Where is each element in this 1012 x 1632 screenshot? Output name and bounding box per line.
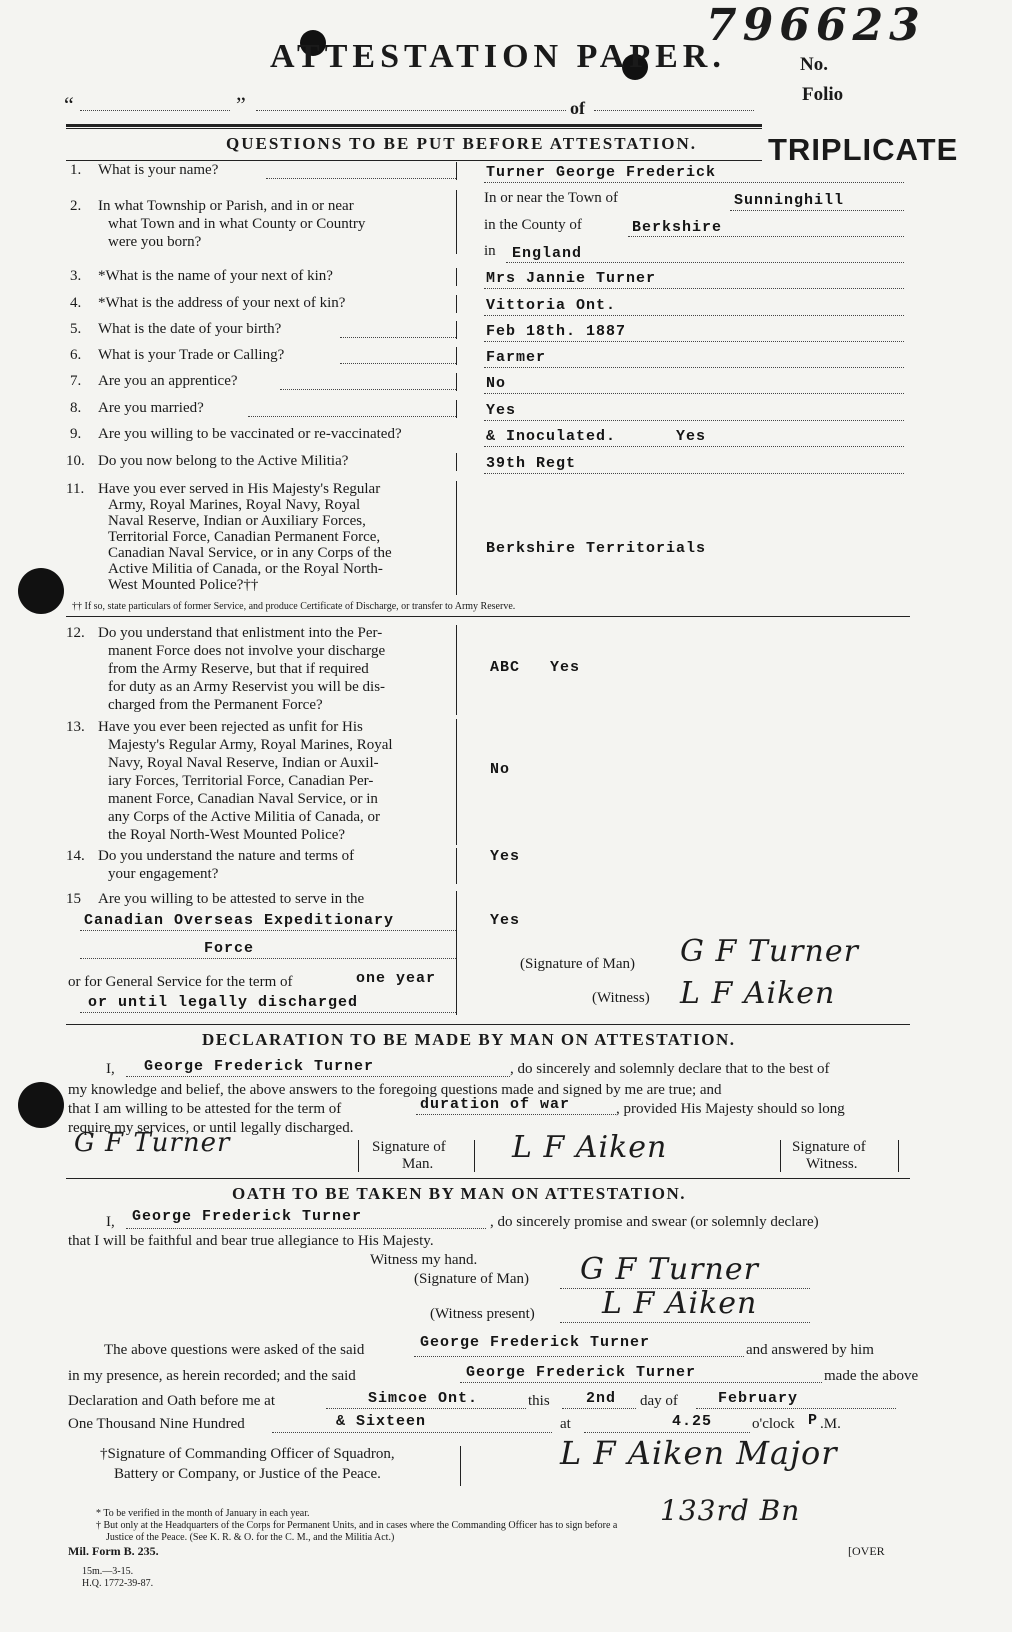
unit-field-line [256,110,566,111]
print-code-1: 15m.—3-15. [82,1566,134,1577]
q10-answer-line [484,473,904,474]
q9-text: Are you willing to be vaccinated or re-vaccinated? [98,426,402,442]
cert-m-label: .M. [820,1416,841,1432]
oath-heading: OATH TO BE TAKEN BY MAN ON ATTESTATION. [232,1184,686,1203]
q9-number: 9. [70,426,82,442]
oath-line-2: that I will be faithful and bear true allegiance to His Majesty. [68,1233,434,1249]
cert-line-3-head: Declaration and Oath before me at [68,1393,275,1409]
declaration-i-label: I, [106,1061,115,1077]
declaration-line-3-head: that I am willing to be attested for the term of [68,1101,342,1117]
q15-term-line-2: or until legally discharged [88,994,359,1011]
q11-number: 11. [66,481,85,497]
q4-answer-line [484,315,904,316]
declaration-sig-man-label-2: Man. [402,1156,434,1172]
q11-text-1: Have you ever served in His Majesty's Regular [98,481,381,497]
q15-term-rule [80,1012,456,1013]
no-label: No. [800,54,828,75]
q15-answer: Yes [490,912,521,929]
of-field-line [594,110,754,111]
page-title: ATTESTATION PAPER. [270,38,726,75]
q4-number: 4. [70,295,82,311]
q7-brace [450,373,457,391]
q14-text-2: your engagement? [108,866,219,882]
q3-answer-line [484,288,904,289]
serial-number: 796623 [706,0,926,51]
q8-leader [248,416,456,417]
q14-answer: Yes [490,848,521,865]
declaration-brace-witness-left [774,1140,781,1172]
oath-sig-man-label: (Signature of Man) [414,1271,529,1287]
q13-text-4: iary Forces, Territorial Force, Canadian Per- [108,773,374,789]
cert-year: & Sixteen [336,1413,427,1430]
q10-answer: 39th Regt [486,455,577,472]
q8-answer-line [484,420,904,421]
q1-answer: Turner George Frederick [486,164,717,181]
cert-time-line [584,1432,750,1433]
q2-number: 2. [70,198,82,214]
oath-witness-line [560,1322,810,1323]
q1-text: What is your name? [98,162,219,178]
declaration-line-3-tail: , provided His Majesty should so long [616,1101,845,1117]
cert-unit: 133rd Bn [660,1494,801,1527]
q6-brace [450,347,457,365]
q1-leader [266,178,456,179]
q3-answer: Mrs Jannie Turner [486,270,657,287]
q15-text: Are you willing to be attested to serve in the [98,891,365,907]
q6-text: What is your Trade or Calling? [98,347,285,363]
q15-witness-sig: L F Aiken [680,976,836,1011]
q8-number: 8. [70,400,82,416]
q2-town-prefix: In or near the Town of [484,190,619,206]
q13-text-3: Navy, Royal Naval Reserve, Indian or Auxil- [108,755,379,771]
cert-officer-sig: L F Aiken Major [560,1434,838,1472]
q2-town: Sunninghill [734,192,845,209]
of-label: of [570,98,585,118]
cert-line-4-head: One Thousand Nine Hundred [68,1416,245,1432]
q12-text-2: manent Force does not involve your discharge [108,643,386,659]
q3-number: 3. [70,268,82,284]
q12-text-3: from the Army Reserve, but that if required [108,661,369,677]
q15-term-prefix: or for General Service for the term of [68,974,293,990]
cert-name-2-line [460,1382,822,1383]
declaration-witness-sig: L F Aiken [512,1130,668,1165]
declaration-sig-witness-label-2: Witness. [806,1156,858,1172]
q13-brace [450,719,457,845]
q2-text-3: were you born? [108,234,202,250]
declaration-line-1: , do sincerely and solemnly declare that to the best of [510,1061,830,1077]
oath-witness-present-label: (Witness present) [430,1306,535,1322]
oath-witness-hand: Witness my hand. [370,1252,478,1268]
q13-text-7: the Royal North-West Mounted Police? [108,827,346,843]
q2-country-prefix: in [484,243,496,259]
cert-month: February [718,1390,799,1407]
q8-text: Are you married? [98,400,204,416]
q15-brace [450,891,457,1015]
q7-text: Are you an apprentice? [98,373,238,389]
cert-this-label: this [528,1393,550,1409]
cert-line-2-head: in my presence, as herein recorded; and the said [68,1368,356,1384]
oath-name: George Frederick Turner [132,1208,363,1225]
oath-line-1: , do sincerely promise and swear (or solemnly declare) [490,1214,819,1230]
q15-term-line-1: one year [356,970,437,987]
q2-country: England [512,245,583,262]
q3-text: *What is the name of your next of kin? [98,268,333,284]
q15-number: 15 [66,891,81,907]
oath-i-label: I, [106,1214,115,1230]
q8-answer: Yes [486,402,517,419]
q8-brace [450,400,457,418]
declaration-name-line [126,1076,510,1077]
declaration-sig-man-label-1: Signature of [372,1139,446,1155]
footer-note-2: † But only at the Headquarters of the Corps for Permanent Units, and in cases where the Commanding Officer has to sign before a [96,1520,618,1531]
q2-text-2: what Town and in what County or Country [108,216,366,232]
declaration-sig-man: G F Turner [74,1128,231,1158]
q12-text-5: charged from the Permanent Force? [108,697,323,713]
q12-number: 12. [66,625,85,641]
declaration-brace-witness-right [892,1140,899,1172]
q6-answer: Farmer [486,349,547,366]
q11-text-3: Naval Reserve, Indian or Auxiliary Forces, [108,513,366,529]
q4-answer: Vittoria Ont. [486,297,617,314]
q1-brace [450,162,457,180]
q11-text-6: Active Militia of Canada, or the Royal North- [108,561,383,577]
section-rule-15 [66,1024,910,1025]
q14-brace [450,848,457,884]
q2-county: Berkshire [632,219,723,236]
q6-leader [340,363,456,364]
q15-sig-man-label: (Signature of Man) [520,956,635,972]
q7-leader [280,389,456,390]
cert-line-1-head: The above questions were asked of the said [104,1342,365,1358]
q2-county-line [628,236,904,237]
regiment-field-line [80,110,230,111]
cert-day-line [562,1408,636,1409]
q7-answer: No [486,375,507,392]
q2-brace [450,190,457,254]
q2-county-prefix: in the County of [484,217,582,233]
declaration-brace-man-right [468,1140,475,1172]
q11-footnote: †† If so, state particulars of former Service, and produce Certificate of Discharge, or transfer to Army Reserve. [72,601,516,612]
q5-answer-line [484,341,904,342]
folio-label: Folio [802,84,844,105]
q5-text: What is the date of your birth? [98,321,282,337]
q15-force-line-2: Force [204,940,255,957]
punch-hole-upper [18,568,64,614]
cert-year-line [272,1432,552,1433]
triplicate-stamp: TRIPLICATE [768,132,959,167]
cert-name-1: George Frederick Turner [420,1334,651,1351]
questions-heading-rule [66,160,762,161]
q6-number: 6. [70,347,82,363]
oath-name-line [126,1228,486,1229]
q14-text-1: Do you understand the nature and terms of [98,848,355,864]
q13-text-5: manent Force, Canadian Naval Service, or in [108,791,378,807]
q15-sig-man: G F Turner [680,934,859,969]
q12-brace [450,625,457,715]
cert-sig-label-1: †Signature of Commanding Officer of Squadron, [100,1446,395,1462]
oath-witness-sig: L F Aiken [602,1286,758,1321]
cert-at-label: at [560,1416,571,1432]
q15-force-rule-2 [80,958,456,959]
cert-time: 4.25 [672,1413,713,1430]
q5-brace [450,321,457,339]
punch-hole-lower [18,1082,64,1128]
q5-answer: Feb 18th. 1887 [486,323,627,340]
q5-leader [340,337,456,338]
q4-text: *What is the address of your next of kin? [98,295,346,311]
cert-line-2-tail: made the above [824,1368,919,1384]
q13-text-2: Majesty's Regular Army, Royal Marines, Royal [108,737,393,753]
q11-text-7: West Mounted Police?†† [108,577,259,593]
q1-number: 1. [70,162,82,178]
q13-answer: No [490,761,511,778]
q11-answer: Berkshire Territorials [486,540,707,557]
q2-country-line [506,262,904,263]
q2-town-line [730,210,904,211]
cert-place-line [326,1408,526,1409]
q13-text-6: any Corps of the Active Militia of Canada, or [108,809,381,825]
declaration-line-4: require my services, or until legally discharged. [68,1120,354,1136]
cert-line-1-tail: and answered by him [746,1342,874,1358]
cert-name-1-line [414,1356,744,1357]
cert-name-2: George Frederick Turner [466,1364,697,1381]
over-label: [OVER [848,1544,885,1558]
declaration-sig-witness-label-1: Signature of [792,1139,866,1155]
cert-place: Simcoe Ont. [368,1390,479,1407]
oath-sig-man: G F Turner [580,1252,759,1287]
q3-brace [450,268,457,286]
quote-open: “ [64,92,74,117]
q12-text-1: Do you understand that enlistment into the Per- [98,625,383,641]
q7-answer-line [484,393,904,394]
cert-sig-brace [454,1446,461,1486]
cert-day: 2nd [586,1390,617,1407]
q11-text-4: Territorial Force, Canadian Permanent Force, [108,529,381,545]
cert-day-label: day of [640,1393,678,1409]
q12-text-4: for duty as an Army Reservist you will be dis- [108,679,386,695]
q7-number: 7. [70,373,82,389]
declaration-term-line [416,1114,616,1115]
q15-force-line-1: Canadian Overseas Expeditionary [84,912,395,929]
q11-text-5: Canadian Naval Service, or in any Corps of the [108,545,392,561]
q10-brace [450,453,457,471]
header-rule-bottom [66,128,762,129]
quote-close: ” [236,92,246,117]
q1-answer-line [484,182,904,183]
declaration-line-2: my knowledge and belief, the above answers to the foregoing questions made and signed by me are true; and [68,1082,722,1098]
q2-text-1: In what Township or Parish, and in or near [98,198,354,214]
footer-note-1: * To be verified in the month of January in each year. [96,1508,310,1519]
declaration-term: duration of war [420,1096,571,1113]
q9-answer: & Inoculated. Yes [486,428,707,445]
q13-number: 13. [66,719,85,735]
q13-text-1: Have you ever been rejected as unfit for His [98,719,363,735]
header-rule-top [66,124,762,127]
q15-force-rule-1 [80,930,456,931]
q9-answer-line [484,446,904,447]
q10-text: Do you now belong to the Active Militia? [98,453,349,469]
q5-number: 5. [70,321,82,337]
declaration-heading: DECLARATION TO BE MADE BY MAN ON ATTESTATION. [202,1030,736,1049]
q12-answer: ABC Yes [490,659,581,676]
cert-meridiem: P [808,1412,819,1429]
q11-text-2: Army, Royal Marines, Royal Navy, Royal [108,497,361,513]
q14-number: 14. [66,848,85,864]
declaration-brace-man-left [352,1140,359,1172]
q11-brace [450,481,457,595]
section-rule-declaration [66,1178,910,1179]
footer-note-3: Justice of the Peace. (See K. R. & O. for the C. M., and the Militia Act.) [106,1532,395,1543]
section-rule-11 [66,616,910,617]
cert-month-line [696,1408,896,1409]
q6-answer-line [484,367,904,368]
cert-sig-label-2: Battery or Company, or Justice of the Peace. [114,1466,381,1482]
questions-heading: QUESTIONS TO BE PUT BEFORE ATTESTATION. [226,134,698,153]
q4-brace [450,295,457,313]
declaration-name: George Frederick Turner [144,1058,375,1075]
cert-oclock-label: o'clock [752,1416,795,1432]
q10-number: 10. [66,453,85,469]
print-code-2: H.Q. 1772-39-87. [82,1578,154,1589]
form-number: Mil. Form B. 235. [68,1544,159,1558]
q15-witness-label: (Witness) [592,990,650,1006]
